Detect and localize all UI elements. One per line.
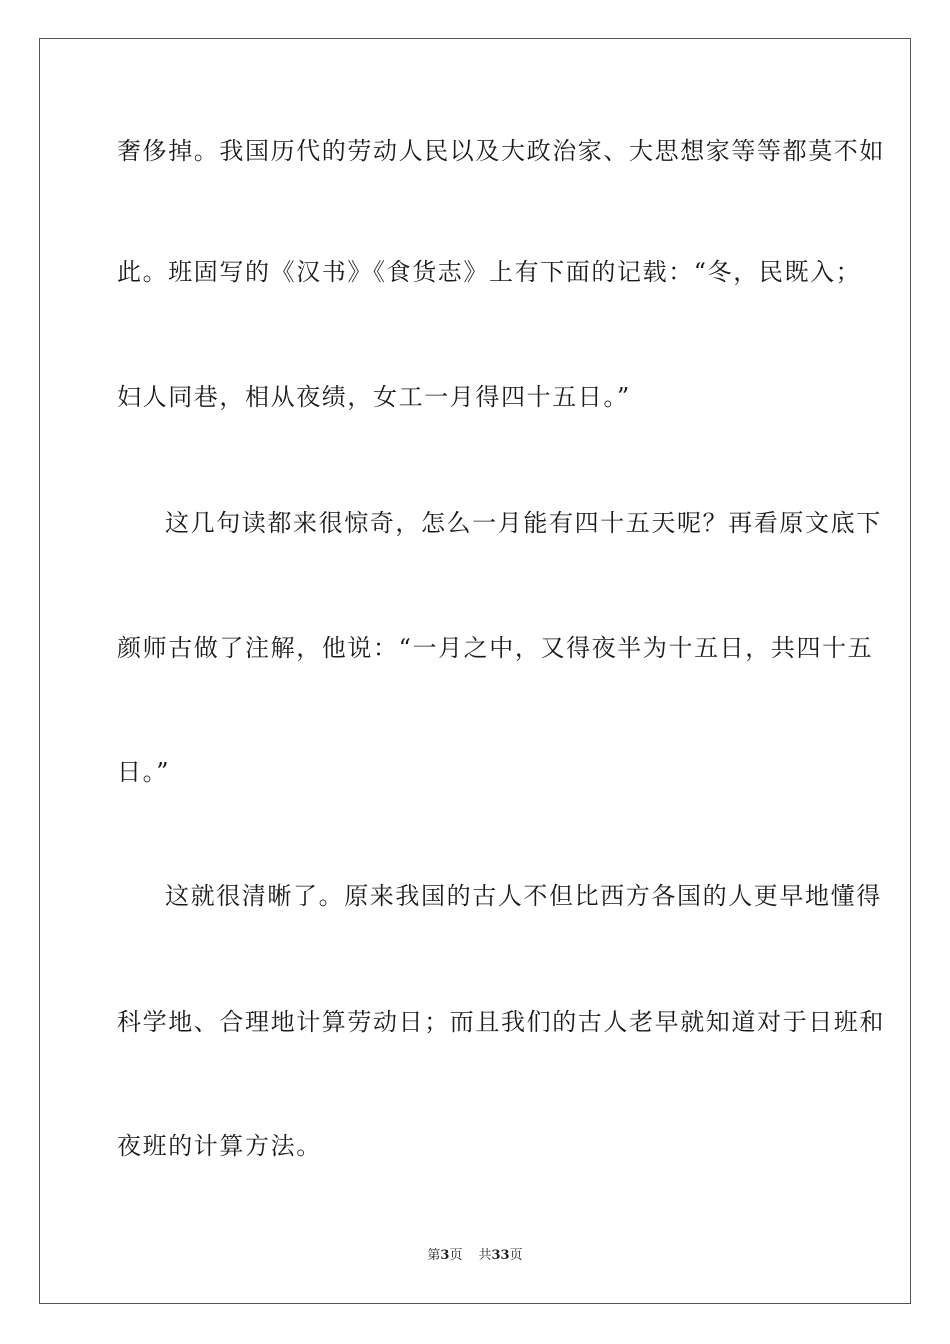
total-pages: 33 — [491, 1248, 510, 1263]
text-line: 妇人同巷，相从夜绩，女工一月得四十五日。” — [117, 383, 631, 411]
text-line: 颜师古做了注解，他说：“一月之中，又得夜半为十五日，共四十五 — [117, 634, 874, 662]
page-number: 3 — [440, 1248, 450, 1263]
page-suffix: 页 — [449, 1248, 463, 1263]
total-suffix: 页 — [509, 1248, 523, 1263]
text-line: 奢侈掉。我国历代的劳动人民以及大政治家、大思想家等等都莫不如 — [117, 137, 885, 165]
text-line: 日。” — [117, 758, 171, 786]
page-frame — [39, 38, 911, 1304]
page-prefix: 第 — [427, 1248, 441, 1263]
paragraph-first-line: 这就很清晰了。原来我国的古人不但比西方各国的人更早地懂得 — [165, 882, 882, 910]
paragraph-first-line: 这几句读都来很惊奇，怎么一月能有四十五天呢？再看原文底下 — [165, 509, 882, 537]
page-footer — [0, 1247, 950, 1265]
text-line: 此。班固写的《汉书》《食货志》上有下面的记载：“冬，民既入； — [117, 258, 862, 286]
text-line: 科学地、合理地计算劳动日；而且我们的古人老早就知道对于日班和 — [117, 1008, 885, 1036]
total-prefix: 共 — [478, 1248, 492, 1263]
text-line: 夜班的计算方法。 — [117, 1132, 322, 1160]
